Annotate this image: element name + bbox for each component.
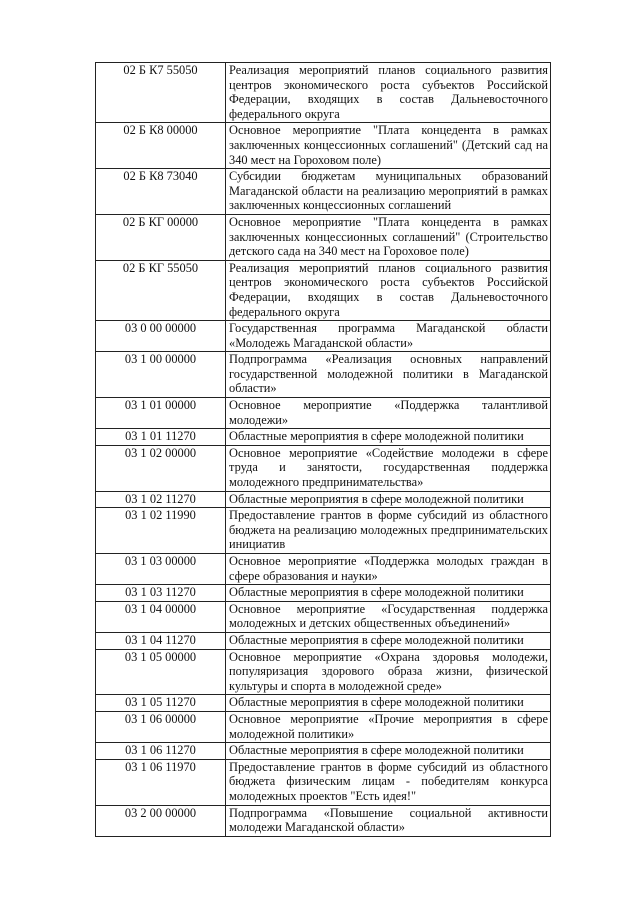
item-description: Областные мероприятия в сфере молодежной политики	[226, 429, 551, 446]
classification-code: 03 1 06 00000	[96, 711, 226, 742]
table-row	[96, 123, 551, 169]
classification-code: 03 1 06 11270	[96, 743, 226, 760]
classification-code: 02 Б К8 00000	[96, 123, 226, 169]
classification-code: 03 1 02 11270	[96, 491, 226, 508]
classification-code: 03 1 06 11970	[96, 759, 226, 805]
table-row	[96, 445, 551, 491]
table-row	[96, 352, 551, 398]
table-row	[96, 743, 551, 760]
budget-classification-table	[95, 62, 551, 837]
item-description: Предоставление грантов в форме субсидий из областного бюджета физическим лицам - победителям конкурса молодежных проектов "Есть идея!"	[226, 759, 551, 805]
classification-code: 03 1 05 11270	[96, 695, 226, 712]
classification-code: 03 0 00 00000	[96, 321, 226, 352]
table-row	[96, 759, 551, 805]
item-description: Реализация мероприятий планов социального развития центров экономического роста субъектов Российской Федерации, входящих в состав Дальневосточного федерального округа	[226, 260, 551, 320]
table-row	[96, 63, 551, 123]
item-description: Субсидии бюджетам муниципальных образований Магаданской области на реализацию мероприятий в рамках заключенных концессионных соглашений	[226, 169, 551, 215]
item-description: Государственная программа Магаданской области «Молодежь Магаданской области»	[226, 321, 551, 352]
table-row	[96, 711, 551, 742]
classification-code: 02 Б КГ 00000	[96, 214, 226, 260]
item-description: Областные мероприятия в сфере молодежной политики	[226, 491, 551, 508]
item-description: Областные мероприятия в сфере молодежной политики	[226, 695, 551, 712]
item-description: Основное мероприятие «Государственная поддержка молодежных и детских общественных объединений»	[226, 601, 551, 632]
table-row	[96, 554, 551, 585]
classification-code: 03 1 02 00000	[96, 445, 226, 491]
classification-code: 02 Б К7 55050	[96, 63, 226, 123]
classification-code: 03 1 03 00000	[96, 554, 226, 585]
table-row	[96, 805, 551, 836]
table-row	[96, 649, 551, 695]
item-description: Областные мероприятия в сфере молодежной политики	[226, 585, 551, 602]
table-row	[96, 601, 551, 632]
item-description: Основное мероприятие «Прочие мероприятия в сфере молодежной политики»	[226, 711, 551, 742]
classification-code: 03 1 01 11270	[96, 429, 226, 446]
item-description: Основное мероприятие "Плата концедента в рамках заключенных концессионных соглашений" (Строительство детского сада на 340 мест на Гороховое поле)	[226, 214, 551, 260]
table-row	[96, 585, 551, 602]
classification-code: 03 1 01 00000	[96, 398, 226, 429]
classification-code: 03 1 04 00000	[96, 601, 226, 632]
table-row	[96, 169, 551, 215]
table-row	[96, 429, 551, 446]
item-description: Основное мероприятие «Поддержка талантливой молодежи»	[226, 398, 551, 429]
classification-code: 02 Б КГ 55050	[96, 260, 226, 320]
classification-code: 03 1 02 11990	[96, 508, 226, 554]
item-description: Реализация мероприятий планов социального развития центров экономического роста субъектов Российской Федерации, входящих в состав Дальневосточного федерального округа	[226, 63, 551, 123]
table-row	[96, 491, 551, 508]
classification-code: 03 1 00 00000	[96, 352, 226, 398]
classification-code: 02 Б К8 73040	[96, 169, 226, 215]
item-description: Областные мероприятия в сфере молодежной политики	[226, 743, 551, 760]
table-row	[96, 695, 551, 712]
item-description: Основное мероприятие «Содействие молодежи в сфере труда и занятости, государственная поддержка молодежного предпринимательства»	[226, 445, 551, 491]
table-row	[96, 508, 551, 554]
item-description: Областные мероприятия в сфере молодежной политики	[226, 632, 551, 649]
table-body	[96, 63, 551, 837]
item-description: Подпрограмма «Повышение социальной активности молодежи Магаданской области»	[226, 805, 551, 836]
item-description: Основное мероприятие "Плата концедента в рамках заключенных концессионных соглашений" (Детский сад на 340 мест на Гороховом поле)	[226, 123, 551, 169]
table-row	[96, 632, 551, 649]
item-description: Основное мероприятие «Поддержка молодых граждан в сфере образования и науки»	[226, 554, 551, 585]
classification-code: 03 1 04 11270	[96, 632, 226, 649]
table-row	[96, 260, 551, 320]
item-description: Основное мероприятие «Охрана здоровья молодежи, популяризация здорового образа жизни, физической культуры и спорта в молодежной среде»	[226, 649, 551, 695]
item-description: Подпрограмма «Реализация основных направлений государственной молодежной политики в Магаданской области»	[226, 352, 551, 398]
classification-code: 03 2 00 00000	[96, 805, 226, 836]
table-row	[96, 321, 551, 352]
table-row	[96, 398, 551, 429]
table-row	[96, 214, 551, 260]
classification-code: 03 1 03 11270	[96, 585, 226, 602]
item-description: Предоставление грантов в форме субсидий из областного бюджета на реализацию молодежных предпринимательских инициатив	[226, 508, 551, 554]
classification-code: 03 1 05 00000	[96, 649, 226, 695]
